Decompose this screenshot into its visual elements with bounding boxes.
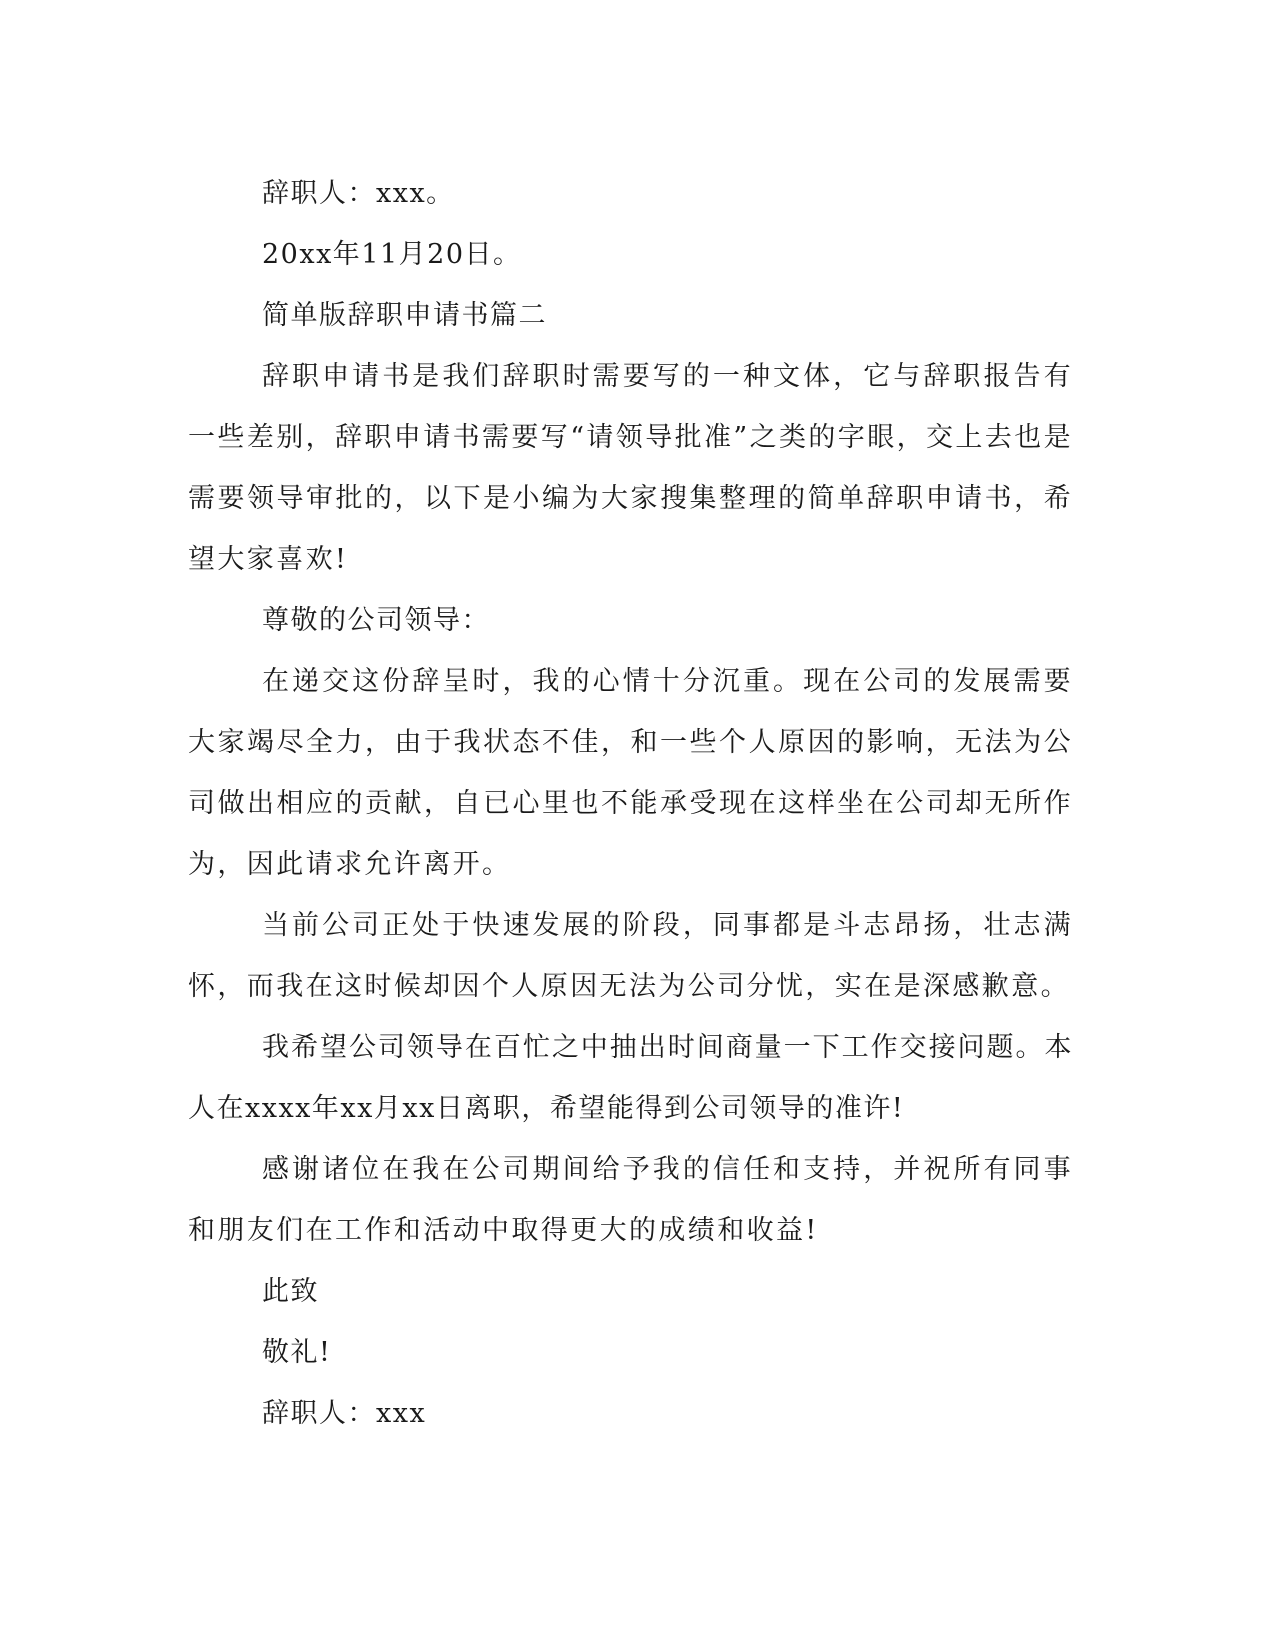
intro-paragraph: 辞职申请书是我们辞职时需要写的一种文体，它与辞职报告有一些差别，辞职申请书需要写“请领导批准”之类的字眼，交上去也是需要领导审批的，以下是小编为大家搜集整理的简单辞职申请书，希望大家喜欢!	[188, 361, 1074, 575]
salutation: 尊敬的公司领导：	[262, 605, 490, 636]
body-paragraph-3: 我希望公司领导在百忙之中抽出时间商量一下工作交接问题。本人在xxxx年xx月xx日离职，希望能得到公司领导的准许!	[188, 1032, 1073, 1124]
body-paragraph-4: 感谢诸位在我在公司期间给予我的信任和支持，并祝所有同事和朋友们在工作和活动中取得更大的成绩和收益!	[188, 1154, 1073, 1246]
closing-line-1: 此致	[262, 1276, 319, 1307]
section-heading: 简单版辞职申请书篇二	[262, 300, 547, 331]
body-paragraph-2: 当前公司正处于快速发展的阶段，同事都是斗志昂扬，壮志满怀，而我在这时候却因个人原因无法为公司分忧，实在是深感歉意。	[188, 910, 1073, 1002]
closing-line-2: 敬礼!	[262, 1337, 332, 1368]
date-line: 20xx年11月20日。	[262, 239, 522, 270]
body-paragraph-1: 在递交这份辞呈时，我的心情十分沉重。现在公司的发展需要大家竭尽全力，由于我状态不佳，和一些个人原因的影响，无法为公司做出相应的贡献，自已心里也不能承受现在这样坐在公司却无所作为，因此请求允许离开。	[188, 666, 1073, 880]
signature-line-2: 辞职人：xxx	[262, 1398, 427, 1429]
signature-line-1: 辞职人：xxx。	[262, 178, 455, 209]
document-body	[188, 163, 1073, 1444]
